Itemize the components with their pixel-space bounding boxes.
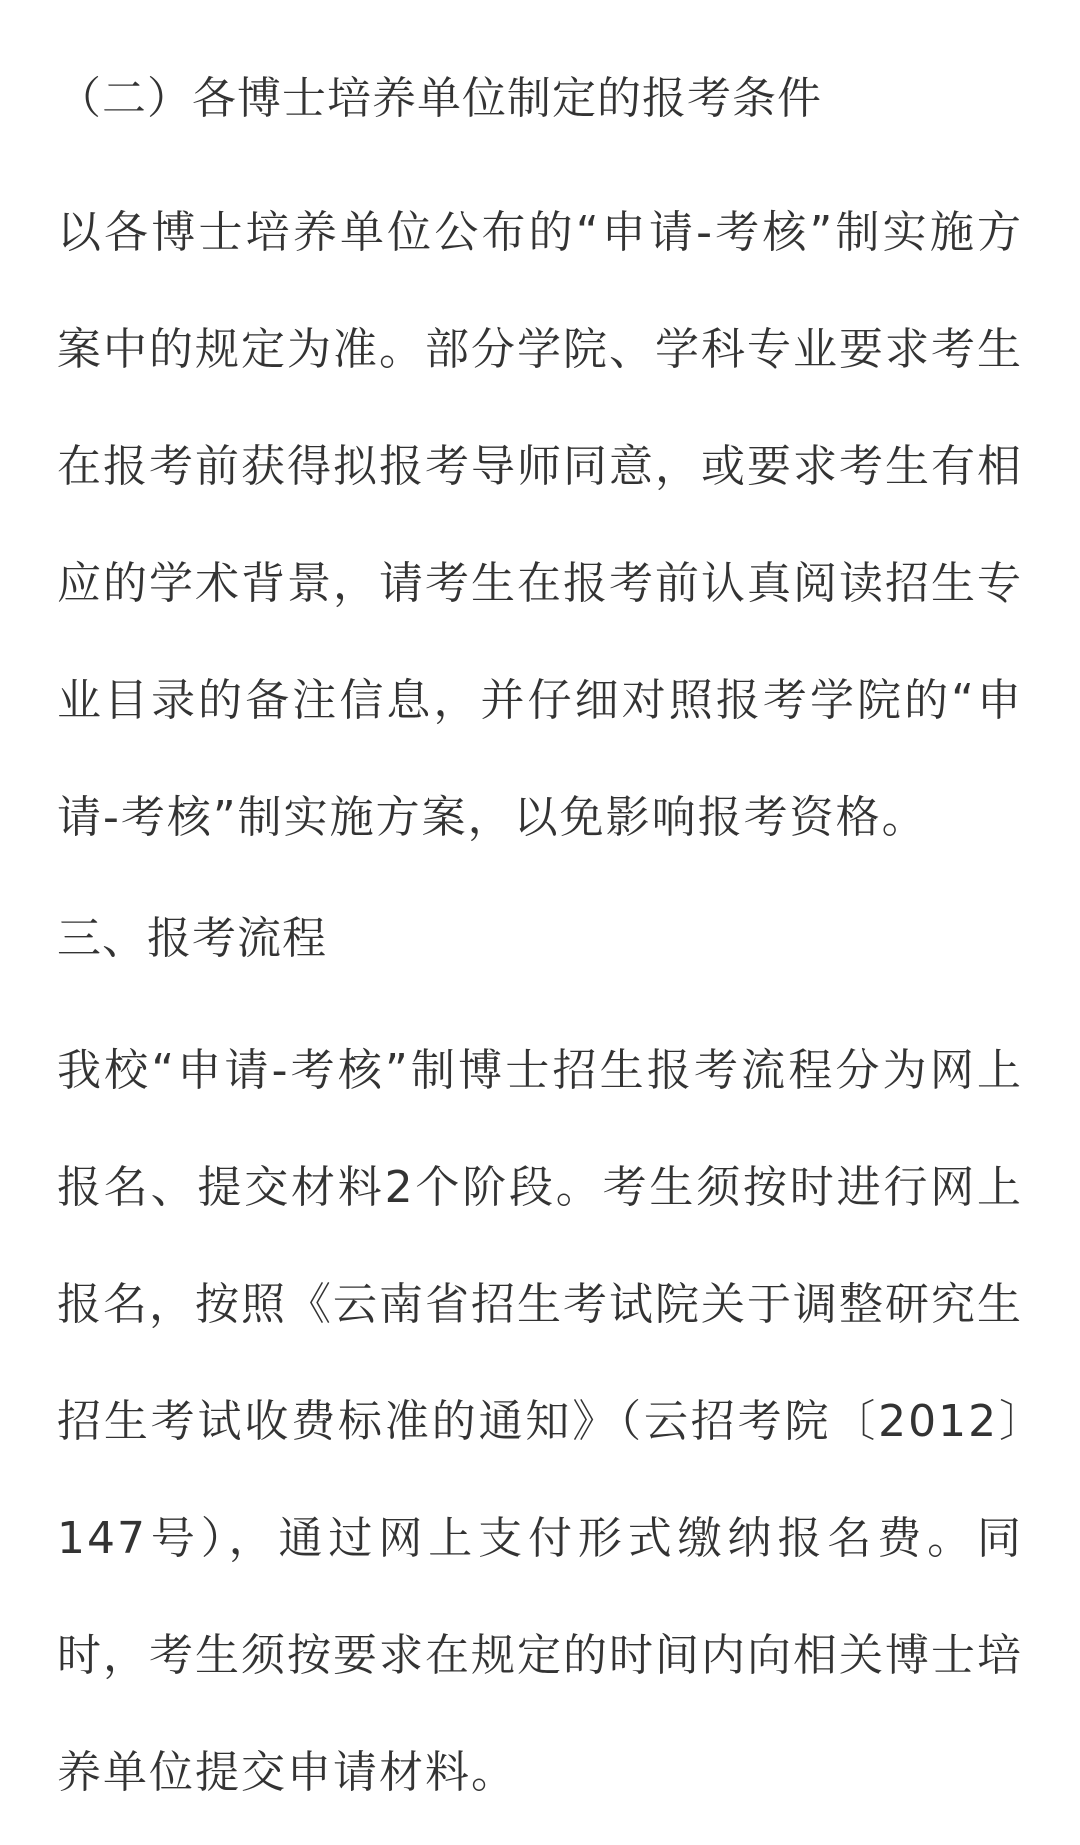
section-heading: 三、报考流程	[57, 913, 327, 964]
requirements-paragraph: 以各博士培养单位公布的“申请-考核”制实施方案中的规定为准。部分学院、学科专业要求考生在报考前获得拟报考导师同意，或要求考生有相应的学术背景，请考生在报考前认真阅读招生专业目录的备注信息，并仔细对照报考学院的“申请-考核”制实施方案，以免影响报考资格。	[57, 207, 1023, 843]
bottom-cutoff	[0, 1805, 1080, 1845]
article-body	[57, 58, 1023, 1831]
process-paragraph: 我校“申请-考核”制博士招生报考流程分为网上报名、提交材料2个阶段。考生须按时进行网上报名，按照《云南省招生考试院关于调整研究生招生考试收费标准的通知》（云招考院〔2012〕147号），通过网上支付形式缴纳报名费。同时，考生须按要求在规定的时间内向相关博士培养单位提交申请材料。	[57, 1045, 1023, 1798]
subsection-heading: （二）各博士培养单位制定的报考条件	[57, 73, 822, 124]
